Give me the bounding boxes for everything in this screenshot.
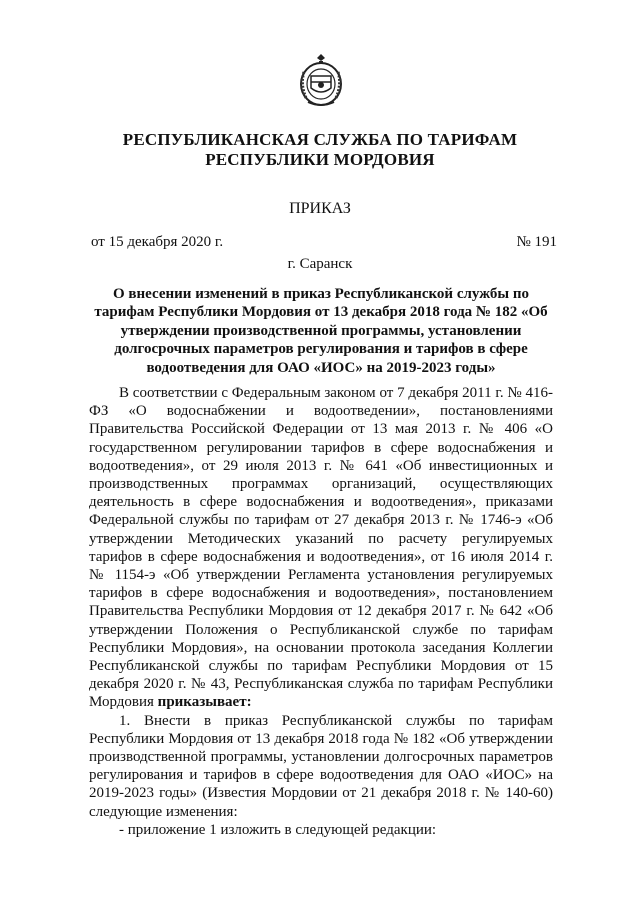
document-body (89, 384, 553, 839)
document-city: г. Саранск (287, 256, 353, 272)
document-number: № 191 (516, 234, 557, 250)
organization-name-line1: РЕСПУБЛИКАНСКАЯ СЛУЖБА ПО ТАРИФАМ (122, 130, 518, 149)
orders-word: приказывает: (157, 694, 252, 711)
document-type: ПРИКАЗ (289, 200, 351, 217)
coat-of-arms-icon (298, 52, 344, 108)
document-date: от 15 декабря 2020 г. (91, 234, 224, 250)
document-subject: О внесении изменений в приказ Республиканской службы по тарифам Республики Мордовия от 13 декабря 2018 года № 182 «Об утверждении производственной программы, установлении долгосрочных параметров регулирования и тарифов в сфере водоотведения для ОАО «ИОС» на 2019-2023 годы» (94, 286, 548, 376)
preamble-text: В соответствии с Федеральным законом от 7 декабря 2011 г. № 416-ФЗ «О водоснабжении и водоотведении», постановлениями Правительства Российской Федерации от 13 мая 2013 г. № 406 «О государственном регулировании тарифов в сфере водоснабжения и водоотведения», от 29 июля 2013 г. № 641 «Об инвестиционных и производственных программах организаций, осуществляющих деятельность в сфере водоснабжения и водоотведения», приказами Федеральной службы по тарифам от 27 декабря 2013 г. № 1746-э «Об утверждении Методических указаний по расчету регулируемых тарифов в сфере водоснабжения и водоотведения», от 16 июля 2014 г. № 1154-э «Об утверждении Регламента установления регулируемых тарифов в сфере водоснабжения и водоотведения», постановлением Правительства Республики Мордовия от 12 декабря 2017 г. № 642 «Об утверждении Положения о Республиканской службе по тарифам Республики Мордовия», на основании протокола заседания Коллегии Республиканской службы по тарифам Республики Мордовия от 15 декабря 2020 г. № 43, Республиканская служба по тарифам Республики Мордовия (89, 385, 553, 711)
item-1-paragraph: 1. Внести в приказ Республиканской службы по тарифам Республики Мордовия от 13 декабря 2018 года № 182 «Об утверждении производственной программы, установлении долгосрочных параметров регулирования и тарифов в сфере водоотведения для ОАО «ИОС» на 2019-2023 годы» (Известия Мордовии от 21 декабря 2018 г. № 140-60) следующие изменения: (89, 712, 553, 820)
organization-name-line2: РЕСПУБЛИКИ МОРДОВИЯ (205, 150, 435, 169)
item-1-subitem: - приложение 1 изложить в следующей редакции: (119, 821, 437, 838)
preamble-paragraph (89, 384, 553, 712)
